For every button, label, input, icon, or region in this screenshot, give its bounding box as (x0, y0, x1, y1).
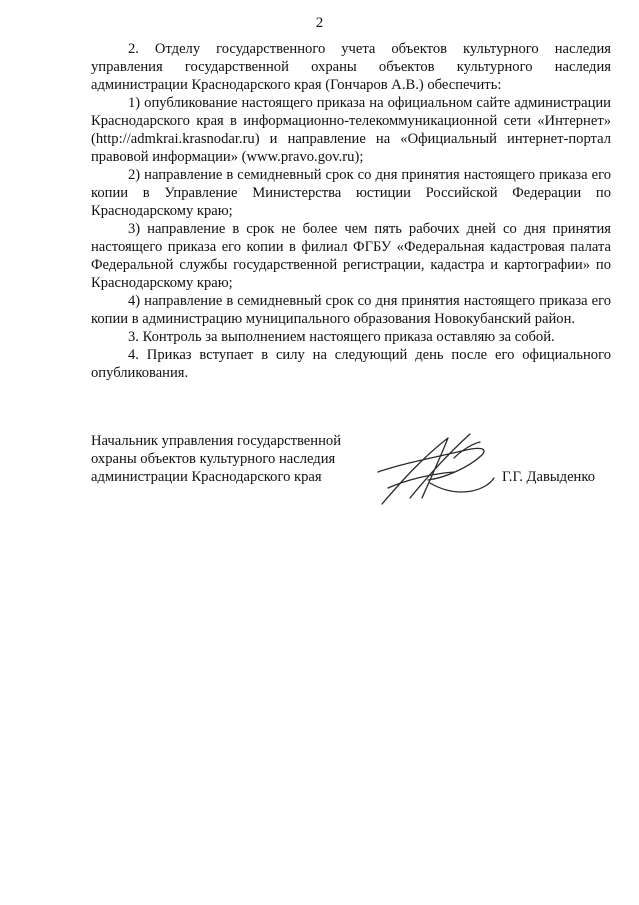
signatory-position (91, 432, 361, 486)
paragraph-subitem-2: 2) направление в семидневный срок со дня принятия настоящего приказа его копии в Управление Министерства юстиции Российской Федерации по Краснодарскому краю; (91, 167, 611, 219)
paragraph-item-4: 4. Приказ вступает в силу на следующий день после его официального опубликования. (91, 347, 611, 381)
page-number: 2 (315, 15, 324, 31)
document-body (91, 40, 611, 382)
signatory-name: Г.Г. Давыденко (502, 469, 596, 485)
paragraph-subitem-1: 1) опубликование настоящего приказа на официальном сайте администрации Краснодарского края в информационно-телекоммуникационной сети «Интернет» (http://admkrai.krasnodar.ru) и направление на «Официальный интернет-портал правовой информации» (www.pravo.gov.ru); (91, 95, 611, 165)
handwritten-signature (370, 428, 500, 510)
paragraph-subitem-4: 4) направление в семидневный срок со дня принятия настоящего приказа его копии в администрацию муниципального образования Новокубанский район. (91, 293, 611, 327)
paragraph-subitem-3: 3) направление в срок не более чем пять рабочих дней со дня принятия настоящего приказа его копии в филиал ФГБУ «Федеральная кадастровая палата Федеральной службы государственной регистрации, кадастра и картографии» по Краснодарскому краю; (91, 221, 611, 291)
signatory-position-line: Начальник управления государственной (91, 433, 342, 449)
signatory-position-line: охраны объектов культурного наследия (91, 451, 336, 467)
paragraph-item-3: 3. Контроль за выполнением настоящего приказа оставляю за собой. (128, 329, 555, 345)
signatory-position-line: администрации Краснодарского края (91, 469, 322, 485)
paragraph-item-2: 2. Отделу государственного учета объектов культурного наследия управления государственной охраны объектов культурного наследия администрации Краснодарского края (Гончаров А.В.) обеспечить: (91, 41, 611, 93)
